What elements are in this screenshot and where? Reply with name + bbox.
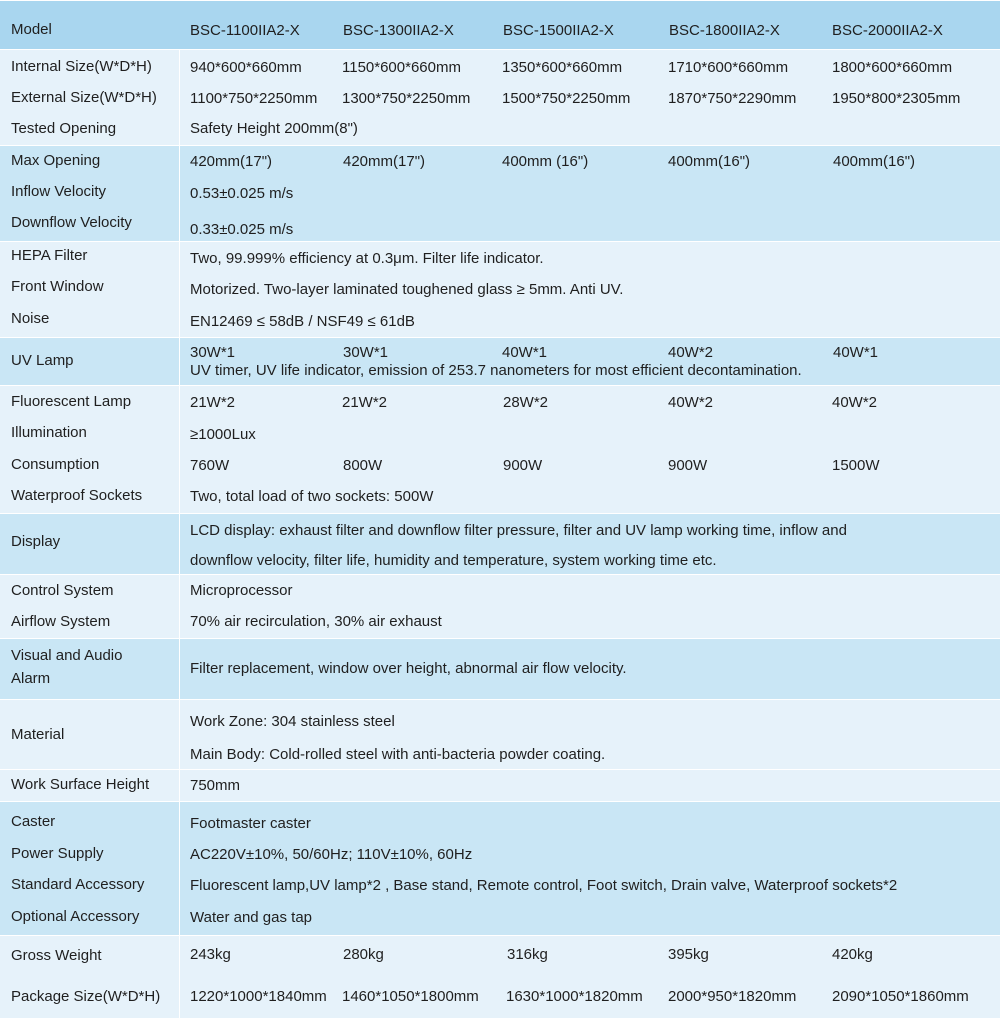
model-1: BSC-1100IIA2-X: [190, 22, 300, 39]
standard-accessory-label: Standard Accessory: [11, 876, 145, 893]
standard-accessory-value: Fluorescent lamp,UV lamp*2 , Base stand, Remote control, Foot switch, Drain valve, Waterproof sockets*2: [190, 877, 898, 894]
gross-weight-value: 316kg: [507, 946, 548, 963]
model-2: BSC-1300IIA2-X: [343, 22, 454, 39]
package-size-value: 1630*1000*1820mm: [506, 988, 643, 1005]
material-value-line1: Work Zone: 304 stainless steel: [190, 713, 395, 730]
alarm-label-line2: Alarm: [11, 670, 51, 687]
downflow-velocity-value: 0.33±0.025 m/s: [190, 221, 294, 238]
airflow-system-label: Airflow System: [11, 613, 111, 630]
external-size-value: 1870*750*2290mm: [668, 90, 797, 107]
column-divider: [179, 49, 180, 1018]
band-accessory: [0, 801, 1000, 935]
external-size-value: 1300*750*2250mm: [342, 90, 471, 107]
control-system-label: Control System: [11, 582, 114, 599]
tested-opening-value: Safety Height 200mm(8"): [190, 120, 358, 137]
max-opening-value: 400mm(16"): [833, 153, 916, 170]
caster-value: Footmaster caster: [190, 815, 311, 832]
fluorescent-lamp-value: 21W*2: [342, 394, 388, 411]
external-size-value: 1950*800*2305mm: [832, 90, 961, 107]
gross-weight-value: 420kg: [832, 946, 873, 963]
package-size-value: 1460*1050*1800mm: [342, 988, 479, 1005]
max-opening-label: Max Opening: [11, 152, 101, 169]
display-label: Display: [11, 533, 61, 550]
optional-accessory-value: Water and gas tap: [190, 909, 313, 926]
model-5: BSC-2000IIA2-X: [832, 22, 943, 39]
uv-lamp-value: 40W*2: [668, 344, 714, 361]
external-size-label: External Size(W*D*H): [11, 89, 157, 106]
consumption-value: 900W: [503, 457, 543, 474]
internal-size-value: 1710*600*660mm: [668, 59, 789, 76]
uv-lamp-value: 40W*1: [502, 344, 548, 361]
consumption-value: 800W: [343, 457, 383, 474]
airflow-system-value: 70% air recirculation, 30% air exhaust: [190, 613, 442, 630]
fluorescent-lamp-value: 21W*2: [190, 394, 236, 411]
uv-lamp-note: UV timer, UV life indicator, emission of 253.7 nanometers for most efficient decontamination.: [190, 362, 802, 379]
internal-size-value: 1150*600*660mm: [342, 59, 461, 76]
header-label: Model: [11, 21, 52, 38]
gross-weight-value: 243kg: [190, 946, 231, 963]
max-opening-value: 400mm (16"): [502, 153, 589, 170]
uv-lamp-label: UV Lamp: [11, 352, 74, 369]
model-4: BSC-1800IIA2-X: [669, 22, 780, 39]
gross-weight-label: Gross Weight: [11, 947, 102, 964]
package-size-value: 2090*1050*1860mm: [832, 988, 969, 1005]
fluorescent-lamp-label: Fluorescent Lamp: [11, 393, 132, 410]
alarm-label-line1: Visual and Audio: [11, 647, 123, 664]
consumption-value: 1500W: [832, 457, 880, 474]
consumption-value: 900W: [668, 457, 708, 474]
alarm-value: Filter replacement, window over height, abnormal air flow velocity.: [190, 660, 627, 677]
front-window-label: Front Window: [11, 278, 104, 295]
package-size-value: 1220*1000*1840mm: [190, 988, 327, 1005]
material-label: Material: [11, 726, 65, 743]
display-value-line2: downflow velocity, filter life, humidity and temperature, system working time etc.: [190, 552, 717, 569]
fluorescent-lamp-value: 40W*2: [668, 394, 714, 411]
uv-lamp-value: 40W*1: [833, 344, 879, 361]
max-opening-value: 400mm(16"): [668, 153, 751, 170]
inflow-velocity-label: Inflow Velocity: [11, 183, 107, 200]
hepa-filter-value: Two, 99.999% efficiency at 0.3μm. Filter life indicator.: [190, 250, 544, 267]
power-supply-label: Power Supply: [11, 845, 104, 862]
max-opening-value: 420mm(17"): [343, 153, 426, 170]
internal-size-value: 1350*600*660mm: [502, 59, 623, 76]
illumination-value: ≥1000Lux: [190, 426, 256, 443]
band-work-surface: [0, 769, 1000, 801]
optional-accessory-label: Optional Accessory: [11, 908, 140, 925]
external-size-value: 1100*750*2250mm: [190, 90, 318, 107]
display-value-line1: LCD display: exhaust filter and downflow filter pressure, filter and UV lamp working time, inflow and: [190, 522, 847, 539]
gross-weight-value: 280kg: [343, 946, 384, 963]
noise-value: EN12469 ≤ 58dB / NSF49 ≤ 61dB: [190, 313, 415, 330]
uv-lamp-value: 30W*1: [190, 344, 236, 361]
noise-label: Noise: [11, 310, 50, 327]
illumination-label: Illumination: [11, 424, 87, 441]
band-system: [0, 574, 1000, 638]
work-surface-height-label: Work Surface Height: [11, 776, 150, 793]
downflow-velocity-label: Downflow Velocity: [11, 214, 132, 231]
external-size-value: 1500*750*2250mm: [502, 90, 631, 107]
package-size-label: Package Size(W*D*H): [11, 988, 161, 1005]
internal-size-label: Internal Size(W*D*H): [11, 58, 152, 75]
internal-size-value: 1800*600*660mm: [832, 59, 953, 76]
hepa-filter-label: HEPA Filter: [11, 247, 88, 264]
package-size-value: 2000*950*1820mm: [668, 988, 797, 1005]
inflow-velocity-value: 0.53±0.025 m/s: [190, 185, 294, 202]
consumption-label: Consumption: [11, 456, 100, 473]
control-system-value: Microprocessor: [190, 582, 293, 599]
internal-size-value: 940*600*660mm: [190, 59, 302, 76]
front-window-value: Motorized. Two-layer laminated toughened glass ≥ 5mm. Anti UV.: [190, 281, 624, 298]
power-supply-value: AC220V±10%, 50/60Hz; 110V±10%, 60Hz: [190, 846, 473, 863]
fluorescent-lamp-value: 40W*2: [832, 394, 878, 411]
consumption-value: 760W: [190, 457, 230, 474]
max-opening-value: 420mm(17"): [190, 153, 273, 170]
waterproof-sockets-label: Waterproof Sockets: [11, 487, 143, 504]
fluorescent-lamp-value: 28W*2: [503, 394, 549, 411]
work-surface-height-value: 750mm: [190, 777, 241, 794]
model-3: BSC-1500IIA2-X: [503, 22, 614, 39]
material-value-line2: Main Body: Cold-rolled steel with anti-bacteria powder coating.: [190, 746, 606, 763]
gross-weight-value: 395kg: [668, 946, 709, 963]
tested-opening-label: Tested Opening: [11, 120, 117, 137]
waterproof-sockets-value: Two, total load of two sockets: 500W: [190, 488, 434, 505]
caster-label: Caster: [11, 813, 56, 830]
uv-lamp-value: 30W*1: [343, 344, 389, 361]
